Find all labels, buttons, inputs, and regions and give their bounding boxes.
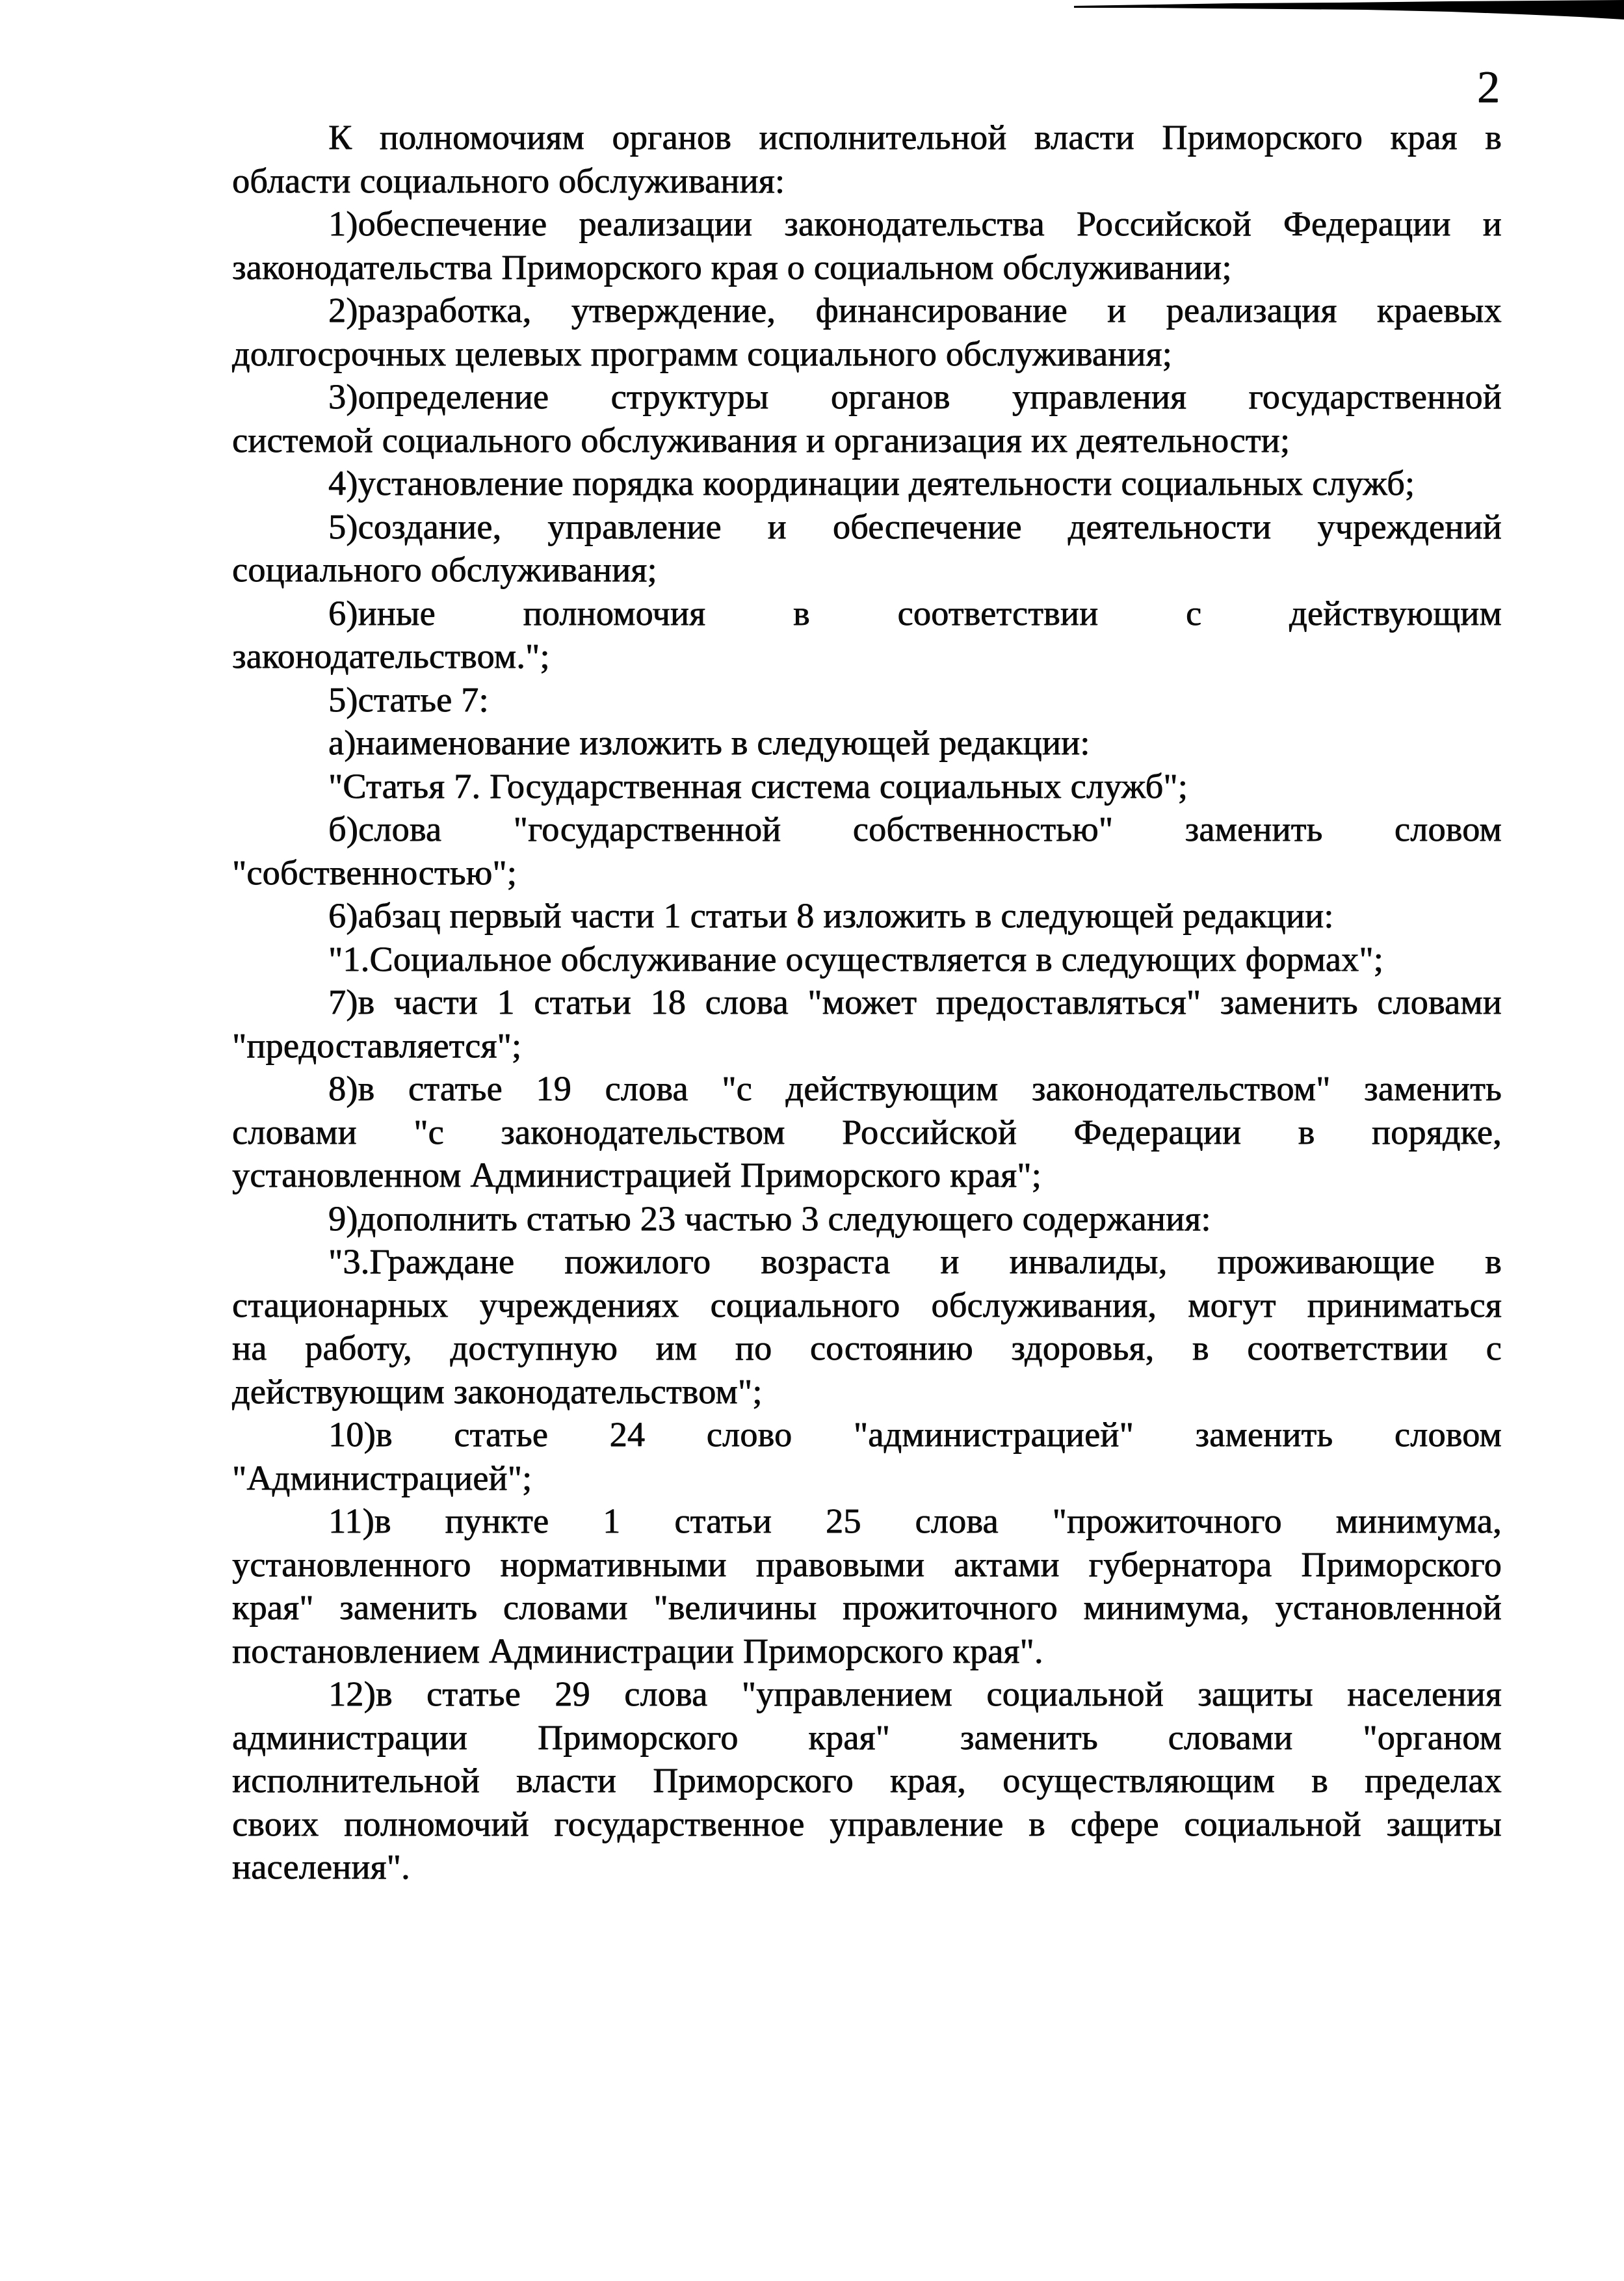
text-word: 18	[650, 982, 687, 1022]
text-line	[232, 505, 1502, 549]
text-word: Приморского	[1162, 118, 1363, 157]
text-word: слова	[915, 1501, 999, 1540]
text-word: им	[655, 1328, 698, 1367]
text-word: реализация	[1166, 291, 1337, 330]
text-word: могут	[1188, 1285, 1276, 1325]
text-word: в	[1298, 1112, 1315, 1152]
text-line	[232, 1067, 1502, 1111]
text-line: социального обслуживания;	[232, 550, 657, 589]
text-line: 4)установление порядка координации деятельности социальных служб;	[328, 464, 1415, 503]
text-line	[232, 1586, 1502, 1629]
text-word: в	[1485, 1242, 1502, 1281]
text-word: предоставляться"	[936, 982, 1201, 1022]
text-word: утверждение,	[571, 291, 776, 330]
text-line	[232, 1716, 1502, 1760]
text-word: и	[1107, 291, 1127, 330]
text-word: законодательством	[501, 1112, 785, 1152]
text-word: по	[735, 1328, 772, 1367]
text-word: слова	[605, 1069, 688, 1108]
text-word: финансирование	[815, 291, 1067, 330]
text-word: заменить	[960, 1717, 1098, 1757]
text-word: "величины	[653, 1588, 817, 1627]
text-line: системой социального обслуживания и организация их деятельности;	[232, 420, 1290, 460]
text-word: с	[1186, 593, 1202, 633]
text-word: исполнительной	[759, 118, 1007, 157]
text-word: 1	[497, 982, 515, 1022]
text-word: власти	[1034, 118, 1134, 157]
text-word: установленного	[232, 1544, 471, 1584]
text-line	[232, 592, 1502, 635]
text-word: слова	[624, 1674, 708, 1713]
text-line	[232, 289, 1502, 332]
text-word: минимума,	[1335, 1501, 1502, 1540]
text-word: законодательством"	[1031, 1069, 1331, 1108]
text-word: государственной	[1248, 377, 1502, 416]
text-word: с	[1486, 1328, 1502, 1367]
text-word: в	[1192, 1328, 1209, 1367]
text-line	[232, 808, 1502, 851]
text-word: статье	[454, 1415, 549, 1454]
text-word: Приморского	[537, 1717, 739, 1757]
text-line	[232, 1499, 1502, 1543]
text-line	[232, 1543, 1502, 1587]
text-line	[232, 1672, 1502, 1716]
text-line	[232, 1759, 1502, 1802]
text-word: прожиточного	[843, 1588, 1058, 1627]
text-word: края	[1390, 118, 1458, 157]
text-word: минимума,	[1083, 1588, 1250, 1627]
text-word: 5)создание,	[328, 507, 502, 546]
page-number: 2	[1477, 62, 1500, 112]
text-word: в	[1485, 118, 1502, 157]
text-word: власти	[516, 1761, 617, 1800]
text-word: "с	[722, 1069, 752, 1108]
text-word: инвалиды,	[1009, 1242, 1168, 1281]
text-word: органов	[830, 377, 950, 416]
text-word: социальной	[986, 1674, 1164, 1713]
text-word: словом	[1394, 1415, 1502, 1454]
text-line: "предоставляется";	[232, 1025, 522, 1065]
text-word: доступную	[450, 1328, 618, 1367]
scan-artifact-streak	[0, 0, 1624, 27]
text-word: сфере	[1070, 1804, 1159, 1843]
text-word: заменить	[339, 1588, 478, 1627]
text-word: актами	[954, 1544, 1060, 1584]
text-word: 11)в	[328, 1501, 391, 1540]
text-word: пункте	[445, 1501, 549, 1540]
text-word: словами	[503, 1588, 628, 1627]
text-word: части	[393, 982, 478, 1022]
text-line: "1.Социальное обслуживание осуществляется в следующих формах";	[328, 939, 1384, 979]
text-line: "Статья 7. Государственная система социальных служб";	[328, 766, 1188, 806]
text-word: на	[232, 1328, 267, 1367]
text-word: "прожиточного	[1052, 1501, 1282, 1540]
text-word: 25	[826, 1501, 861, 1540]
text-line	[232, 1240, 1502, 1284]
text-word: "3.Граждане	[328, 1242, 515, 1281]
text-word: возраста	[761, 1242, 891, 1281]
text-word: социального	[710, 1285, 900, 1325]
text-word: полномочиям	[379, 118, 584, 157]
text-word: Приморского	[1301, 1544, 1502, 1584]
text-word: К	[328, 118, 352, 157]
text-word: края"	[232, 1588, 314, 1627]
text-word: 8)в	[328, 1069, 375, 1108]
text-word: 3)определение	[328, 377, 549, 416]
text-word: структуры	[610, 377, 769, 416]
text-word: "органом	[1363, 1717, 1502, 1757]
text-line: "собственностью";	[232, 852, 517, 892]
text-word: в	[1028, 1804, 1045, 1843]
text-word: приниматься	[1307, 1285, 1502, 1325]
text-word: управления	[1012, 377, 1187, 416]
text-word: порядке,	[1371, 1112, 1502, 1152]
text-word: статьи	[674, 1501, 772, 1540]
text-word: пожилого	[564, 1242, 711, 1281]
text-word: статье	[408, 1069, 503, 1108]
text-word: законодательства	[784, 204, 1045, 243]
text-word: администрации	[232, 1717, 468, 1757]
text-word: населения	[1347, 1674, 1502, 1713]
text-word: и	[940, 1242, 960, 1281]
text-word: края"	[808, 1717, 891, 1757]
text-word: и	[767, 507, 787, 546]
text-word: соответствии	[1247, 1328, 1448, 1367]
text-line: 6)абзац первый части 1 статьи 8 изложить в следующей редакции:	[328, 896, 1334, 935]
text-word: нормативными	[500, 1544, 727, 1584]
text-word: в	[1311, 1761, 1328, 1800]
text-word: статье	[426, 1674, 521, 1713]
text-word: исполнительной	[232, 1761, 480, 1800]
text-line: законодательства Приморского края о социальном обслуживании;	[232, 247, 1232, 287]
text-word: социальной	[1184, 1804, 1361, 1843]
text-word: "с	[413, 1112, 444, 1152]
text-word: правовыми	[755, 1544, 925, 1584]
text-line	[232, 375, 1502, 419]
text-word: "управлением	[741, 1674, 952, 1713]
text-line: а)наименование изложить в следующей редакции:	[328, 723, 1090, 762]
text-word: 1)обеспечение	[328, 204, 547, 243]
document-body	[232, 116, 1502, 1889]
text-word: обеспечение	[832, 507, 1022, 546]
text-word: деятельности	[1067, 507, 1272, 546]
text-word: действующим	[1289, 593, 1502, 633]
text-word: Российской	[1076, 204, 1251, 243]
text-word: заменить	[1195, 1415, 1333, 1454]
text-word: Федерации	[1283, 204, 1451, 243]
text-line: области социального обслуживания:	[232, 161, 785, 200]
text-word: Приморского	[653, 1761, 854, 1800]
text-line	[232, 1284, 1502, 1327]
text-word: государственное	[554, 1804, 805, 1843]
text-word: 12)в	[328, 1674, 393, 1713]
text-word: словом	[1394, 810, 1502, 849]
text-word: полномочий	[344, 1804, 529, 1843]
text-word: учреждениях	[479, 1285, 679, 1325]
text-word: слова	[705, 982, 789, 1022]
text-word: осуществляющим	[1002, 1761, 1275, 1800]
text-line: долгосрочных целевых программ социального обслуживания;	[232, 334, 1172, 373]
text-line	[232, 1111, 1502, 1154]
text-word: слово	[706, 1415, 792, 1454]
text-word: 6)иные	[328, 593, 436, 633]
text-word: "государственной	[513, 810, 781, 849]
scan-streak-shape	[1074, 0, 1624, 20]
text-word: защиты	[1386, 1804, 1502, 1843]
text-word: пределах	[1365, 1761, 1502, 1800]
text-word: заменить	[1220, 982, 1358, 1022]
text-word: "может	[807, 982, 917, 1022]
text-word: собственностью"	[852, 810, 1114, 849]
text-line: постановлением Администрации Приморского края".	[232, 1631, 1043, 1670]
text-word: словами	[232, 1112, 357, 1152]
text-word: обслуживания,	[931, 1285, 1157, 1325]
text-word: проживающие	[1217, 1242, 1435, 1281]
text-word: 7)в	[328, 982, 375, 1022]
text-word: реализации	[579, 204, 753, 243]
text-word: 19	[536, 1069, 571, 1108]
text-word: полномочия	[523, 593, 706, 633]
text-word: "администрацией"	[853, 1415, 1134, 1454]
text-word: установленной	[1275, 1588, 1502, 1627]
text-line	[232, 202, 1502, 246]
text-word: состоянию	[809, 1328, 973, 1367]
text-word: защиты	[1198, 1674, 1313, 1713]
text-word: стационарных	[232, 1285, 449, 1325]
text-word: 1	[603, 1501, 621, 1540]
text-word: словами	[1377, 982, 1502, 1022]
text-word: 10)в	[328, 1415, 393, 1454]
text-word: заменить	[1185, 810, 1323, 849]
text-word: соответствии	[897, 593, 1099, 633]
text-word: б)слова	[328, 810, 442, 849]
text-line: 5)статье 7:	[328, 679, 489, 719]
text-word: здоровья,	[1011, 1328, 1155, 1367]
text-word: края,	[889, 1761, 967, 1800]
text-word: действующим	[785, 1069, 999, 1108]
text-word: органов	[612, 118, 732, 157]
text-line: установленном Администрацией Приморского края";	[232, 1155, 1041, 1194]
text-line	[232, 1326, 1502, 1370]
text-word: статьи	[534, 982, 632, 1022]
text-word: в	[793, 593, 810, 633]
text-word: словами	[1168, 1717, 1293, 1757]
text-line: действующим законодательством";	[232, 1371, 763, 1411]
text-line: "Администрацией";	[232, 1458, 532, 1497]
text-word: 29	[555, 1674, 590, 1713]
text-line: 9)дополнить статью 23 частью 3 следующего содержания:	[328, 1198, 1211, 1238]
text-line: законодательством.";	[232, 637, 550, 676]
text-word: заменить	[1364, 1069, 1502, 1108]
text-word: краевых	[1376, 291, 1502, 330]
text-word: губернатора	[1088, 1544, 1272, 1584]
text-word: 2)разработка,	[328, 291, 532, 330]
text-word: Федерации	[1073, 1112, 1242, 1152]
text-word: и	[1482, 204, 1502, 243]
text-word: своих	[232, 1804, 319, 1843]
text-word: управление	[830, 1804, 1004, 1843]
text-word: учреждений	[1317, 507, 1502, 546]
text-line	[232, 1413, 1502, 1457]
text-line: населения".	[232, 1847, 410, 1886]
text-line	[232, 1802, 1502, 1846]
text-line	[232, 981, 1502, 1024]
text-word: управление	[547, 507, 722, 546]
text-line	[232, 116, 1502, 159]
text-word: Российской	[842, 1112, 1017, 1152]
text-word: работу,	[305, 1328, 412, 1367]
text-word: 24	[609, 1415, 646, 1454]
